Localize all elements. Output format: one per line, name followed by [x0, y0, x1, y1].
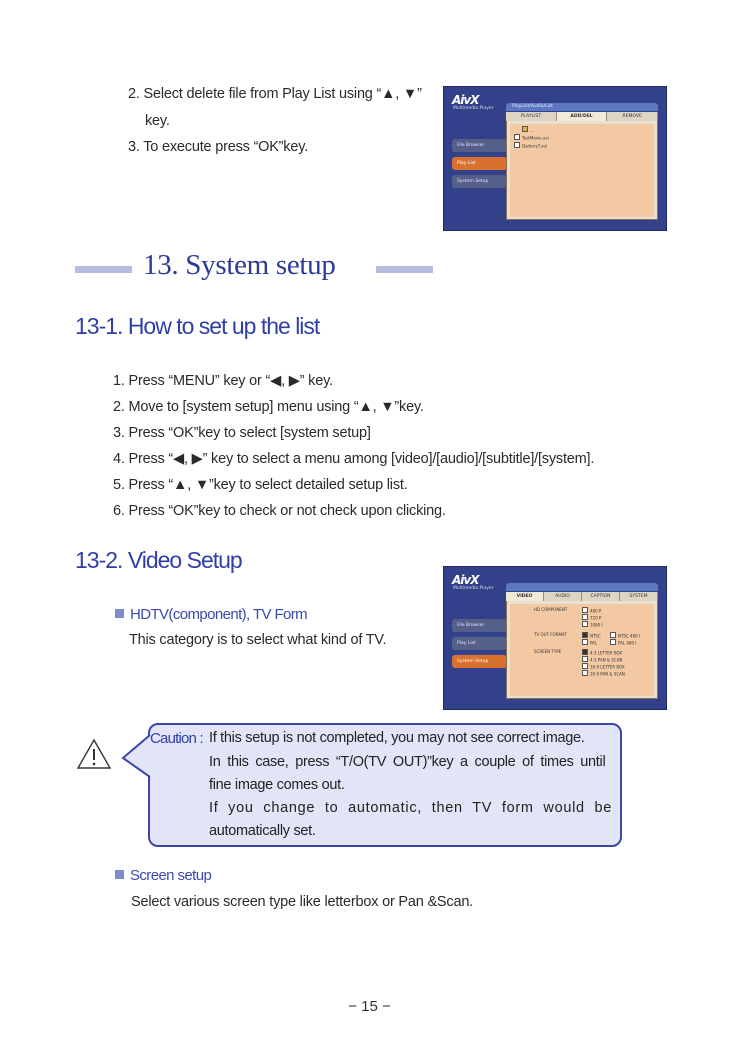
- breadcrumb-text: PlayList/Audio/List: [512, 104, 553, 109]
- menu-system-setup: System Setup: [452, 655, 507, 668]
- bullet-square-icon: [115, 870, 124, 879]
- title-bar-left: [75, 266, 132, 273]
- top-strip: [506, 583, 658, 591]
- aivx-logo: AivX: [452, 93, 479, 107]
- file-item: ...: [522, 126, 534, 133]
- caution-text: If you change to automatic, then TV form would be: [209, 800, 613, 816]
- option-label: HD COMPONENT: [534, 607, 568, 612]
- screen-setup-heading: [115, 867, 211, 884]
- list-step: 4. Press “◀, ▶” key to select a menu among [video]/[audio]/[subtitle]/[system].: [113, 451, 595, 467]
- step-3-execute: 3. To execute press “OK”key.: [128, 139, 309, 155]
- title-bar-right: [376, 266, 433, 273]
- warning-triangle-icon: [76, 738, 112, 770]
- caution-label: Caution :: [150, 730, 203, 747]
- step-2-continuation: key.: [145, 113, 170, 129]
- caution-text: automatically set.: [209, 823, 316, 839]
- option-label: TV OUT FORMAT: [534, 632, 567, 637]
- caution-text: In this case, press “T/O(TV OUT)”key a couple of times until: [209, 754, 606, 770]
- file-item: TestMovie.avi: [514, 134, 549, 141]
- option: 480 P: [582, 607, 601, 614]
- caution-bubble-tail: [121, 733, 153, 779]
- checkbox-icon: [514, 142, 520, 148]
- tab-add-del: ADD/DEL: [557, 112, 608, 121]
- section-heading-13-2: 13-2. Video Setup: [75, 547, 242, 573]
- playlist-screenshot: [443, 86, 667, 231]
- caution-text: fine image comes out.: [209, 777, 345, 793]
- list-step: 3. Press “OK”key to select [system setup]: [113, 425, 371, 441]
- list-step: 2. Move to [system setup] menu using “▲, ▼”key.: [113, 399, 424, 415]
- list-step: 1. Press “MENU” key or “◀, ▶” key.: [113, 373, 333, 389]
- logo-subtitle: Multimedia Player: [453, 586, 494, 591]
- screen-setup-heading-text: Screen setup: [130, 867, 212, 884]
- file-item: DarkeryT.avi: [514, 142, 547, 149]
- option: 4:3 PAN & SCAN: [582, 656, 622, 663]
- option: 4:3 LETTER BOX: [582, 649, 622, 656]
- tab-system: SYSTEM: [620, 592, 658, 601]
- list-step: 6. Press “OK”key to check or not check upon clicking.: [113, 503, 446, 519]
- caution-text: If this setup is not completed, you may not see correct image.: [209, 730, 585, 746]
- option: PAL: [582, 639, 597, 646]
- option: PAL 480 I: [610, 639, 636, 646]
- option: 1080 I: [582, 621, 603, 628]
- option: 16:9 PAN & SCAN: [582, 670, 625, 677]
- hdtv-heading: [115, 606, 307, 623]
- option: 720 P: [582, 614, 601, 621]
- page-number: − 15 −: [348, 998, 391, 1015]
- file-list: [510, 124, 654, 217]
- option: 16:9 LETTER BOX: [582, 663, 625, 670]
- section-heading-13-1: 13-1. How to set up the list: [75, 313, 320, 339]
- menu-file-browser: File Browser: [452, 139, 507, 152]
- checkbox-icon: [514, 134, 520, 140]
- tab-playlist: PLAYLIST: [506, 112, 557, 121]
- option: NTSC 480 I: [610, 632, 640, 639]
- logo-subtitle: Multimedia Player: [453, 106, 494, 111]
- screen-setup-description: Select various screen type like letterbox or Pan &Scan.: [131, 894, 474, 910]
- bullet-square-icon: [115, 609, 124, 618]
- list-step: 5. Press “▲, ▼”key to select detailed setup list.: [113, 477, 408, 493]
- tab-audio: AUDIO: [544, 592, 582, 601]
- video-setup-screenshot: [443, 566, 667, 710]
- chapter-title: 13. System setup: [143, 249, 336, 281]
- hdtv-description: This category is to select what kind of TV.: [129, 632, 387, 648]
- video-options: [510, 604, 654, 696]
- option-label: SCREEN TYPE: [534, 649, 562, 654]
- tab-caption: CAPTION: [582, 592, 620, 601]
- aivx-logo: AivX: [452, 573, 479, 587]
- menu-system-setup: System Setup: [452, 175, 507, 188]
- step-2-delete: 2. Select delete file from Play List using “▲, ▼”: [128, 86, 422, 102]
- menu-play-list: Play List: [452, 637, 507, 650]
- breadcrumb-strip: [506, 103, 658, 111]
- tab-remove: REMOVE: [607, 112, 658, 121]
- tab-video: VIDEO: [506, 592, 544, 601]
- menu-file-browser: File Browser: [452, 619, 507, 632]
- folder-icon: [522, 126, 528, 132]
- option: NTSC: [582, 632, 601, 639]
- tab-bar: [506, 592, 658, 601]
- tab-bar: [506, 112, 658, 121]
- menu-play-list: Play List: [452, 157, 507, 170]
- hdtv-heading-text: HDTV(component), TV Form: [130, 606, 308, 623]
